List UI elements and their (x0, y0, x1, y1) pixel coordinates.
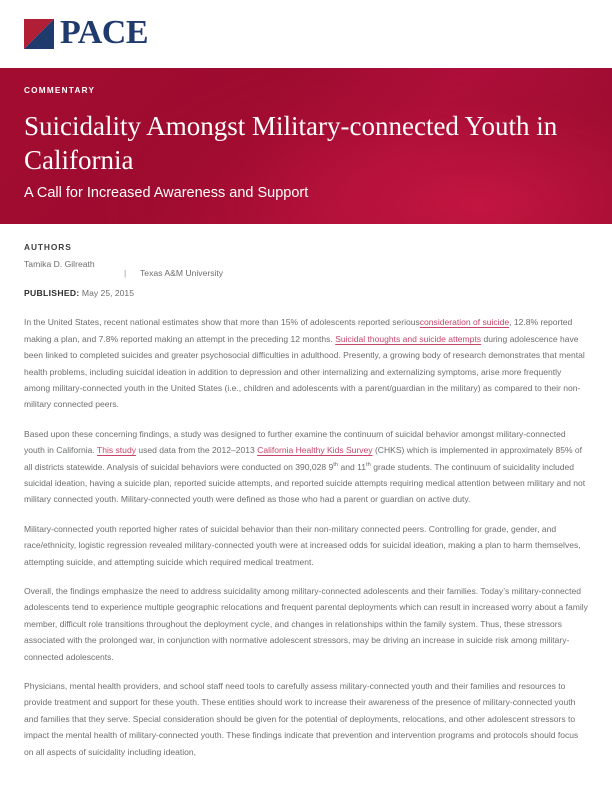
body-paragraph (24, 678, 588, 760)
body-text-run: Based upon these concerning findings, a study was designed to further examine the continuum of suicidal behavior amongst military-connected youth in California. (24, 428, 566, 456)
pace-wordmark: PACE (60, 14, 149, 51)
body-text-run: , 12.8% reported making a plan, and 7.8% reported making an attempt in the preceding 12 months. (24, 317, 573, 344)
body-text-run: Overall, the findings emphasize the need to address suicidality among military-connected adolescents and their families. Today’s military-connected adolescents tend to experience multiple geographic relocations and frequent parental deployments which can result in increased worry about a family member, difficult role transitions throughout the deployment cycle, and changes in relationships within the family system. Thus, these stressors associated with the prolonged war, in conjunction with normative adolescent stressors, may be driving an increase in suicide risk among military-connected adolescents. (24, 586, 588, 662)
authors-label: AUTHORS (24, 242, 72, 253)
published-date: May 25, 2015 (81, 288, 134, 299)
article-title: Suicidality Amongst Military-connected Youth in California (24, 111, 558, 176)
body-text-run: Military-connected youth reported higher rates of suicidal behavior than their non-military connected peers. Controlling for grade, gender, and race/ethnicity, logistic regression revealed military-connected youth were at increased odds for suicidal ideation, making a plan to harm themselves, attempting suicide, and attempting suicide which required medical treatment. (24, 523, 581, 567)
author-name: Tamika D. Gilreath (24, 259, 95, 270)
body-text-run: during adolescence have been linked to completed suicides and greater psychosocial difficulties in adulthood. Presently, a growing body of research demonstrates that mental health problems, including suicidal ideation in addition to depression and other internalizing and externalizing symptoms, arise more frequently among military-connected youth in the United States (i.e., children and adolescents with a parent/guardian in the military) as compared to their non-military connected peers. (24, 333, 585, 410)
body-text-run: Physicians, mental health providers, and school staff need tools to carefully assess military-connected youth and their families and resources to provide treatment and support for these youth. These entities should work to increase their awareness of the presence of military-connected youth and families that they serve. Special consideration should be given for the potential of deployments, relocations, and other adolescent stressors to impact the mental health of military-connected youth. These findings indicate that prevention and intervention programs and protocols should focus on all aspects of suicidality including ideation, (24, 681, 579, 757)
author-affiliation: Texas A&M University (140, 268, 224, 279)
body-text-run: In the United States, recent national estimates show that more than 15% of adolescents reported serious (24, 317, 420, 328)
body-text-run: (CHKS) which is implemented in approximately 85% of all districts statewide. Analysis of suicidal behaviors were conducted on 390,028 9 (24, 445, 583, 472)
published-label: PUBLISHED: (24, 288, 80, 299)
ordinal-suffix: th (333, 461, 339, 468)
article-metadata (0, 224, 612, 298)
article-body (0, 298, 612, 760)
body-paragraph (24, 583, 588, 665)
author-entry (24, 258, 584, 279)
pace-logo[interactable] (24, 14, 149, 51)
body-link[interactable]: Suicidal thoughts and suicide attempts (335, 333, 482, 344)
article-subtitle: A Call for Increased Awareness and Support (24, 184, 309, 201)
body-link[interactable]: California Healthy Kids Survey (257, 445, 373, 456)
body-link[interactable]: This study (97, 445, 136, 456)
article-hero-banner (0, 68, 612, 224)
ordinal-suffix: th (366, 461, 371, 468)
site-header (0, 0, 612, 68)
body-text-run: grade students. The continuum of suicidality included suicidal ideation, having a suicide plan, reported suicide attempts, and reported suicide attempts requiring medical attention between military and not military connected youth. Military-connected youth were defined as those who had a parent or guardian on active duty. (24, 461, 586, 505)
author-separator: | (124, 268, 127, 279)
body-text-run: used data from the 2012–2013 (135, 445, 258, 456)
body-link[interactable]: consideration of suicide (419, 317, 510, 328)
pace-logo-mark-icon (24, 19, 54, 49)
body-paragraph (24, 521, 588, 570)
body-paragraph (24, 426, 588, 508)
body-paragraph (24, 314, 588, 412)
published-line (24, 288, 584, 298)
article-category-label: COMMENTARY (24, 86, 96, 95)
body-text-run: and 11 (338, 461, 367, 472)
